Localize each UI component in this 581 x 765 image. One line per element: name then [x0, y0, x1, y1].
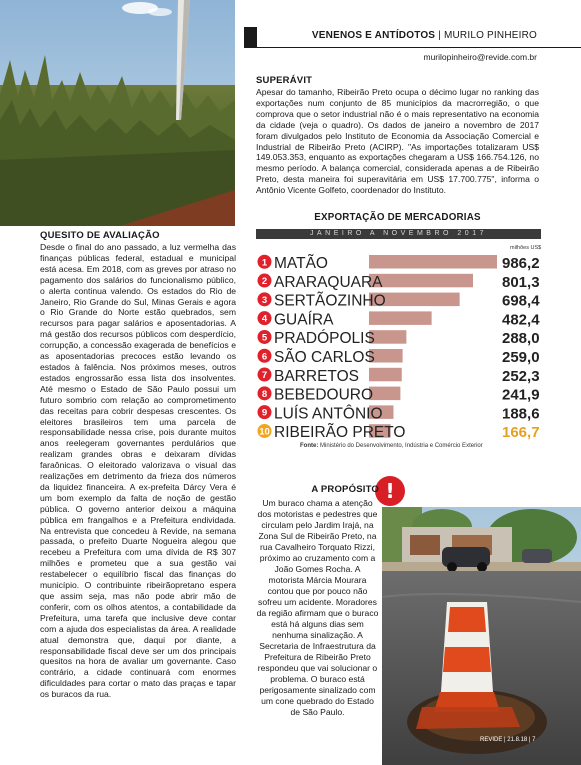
category-label: MATÃO — [274, 255, 328, 272]
rank-number: 8 — [261, 388, 268, 400]
pothole-photo — [382, 507, 581, 765]
column-separator: | — [438, 30, 441, 41]
column-title — [312, 30, 537, 41]
photo-caption: REVIDE | 21.8.18 | 7 — [480, 737, 536, 743]
value-label: 288,0 — [502, 330, 540, 348]
value-label: 241,9 — [502, 386, 540, 404]
category-label: ARARAQUARA — [274, 273, 383, 291]
superavit-heading: SUPERÁVIT — [256, 75, 313, 86]
category-label: BEBEDOURO — [274, 386, 374, 404]
rank-number: 10 — [259, 426, 270, 438]
rank-number: 7 — [261, 370, 268, 382]
column-section: VENENOS E ANTÍDOTOS — [311, 30, 436, 41]
value-label: 482,4 — [502, 311, 540, 329]
value-label: 986,2 — [502, 255, 540, 272]
chart-bar — [369, 255, 497, 269]
quesito-section — [40, 230, 236, 700]
rank-number: 6 — [261, 351, 268, 363]
rank-number: 3 — [261, 294, 268, 306]
grass-field-photo — [0, 0, 235, 226]
category-label: SÃO CARLOS — [274, 349, 375, 366]
chart-bar — [369, 387, 400, 401]
rank-number: 1 — [261, 257, 268, 269]
value-label: 259,0 — [502, 349, 540, 366]
chart-source-label: Fonte: — [300, 443, 319, 449]
chart-source-text: Ministério do Desenvolvimento, Indústria e Comércio Exterior — [320, 443, 483, 449]
aproposito-body: Um buraco chama a atenção dos motoristas e pedestres que circulam pelo Jardim Irajá, na Zona Sul de Ribeirão Preto, na rua Cavalheiro Torquato Rizzi, próximo ao cruzamento com a João Gomes Rocha. A motorista Márcia Mourara contou que por pouco não sofreu um acidente. Moradores da região afirmam que o buraco está há alguns dias sem nenhuma sinalização. A Secretaria de Infraestrutura da Prefeitura de Ribeirão Preto respondeu que vai solucionar o problema. O buraco está perigosamente sinalizado com um cone quebrado do Estado de São Paulo. — [256, 498, 379, 717]
rank-number: 5 — [261, 332, 268, 344]
value-label: 166,7 — [502, 424, 540, 442]
header-bar — [244, 27, 257, 47]
export-bar-chart — [256, 252, 546, 442]
value-label: 252,3 — [502, 367, 540, 385]
chart-title: EXPORTAÇÃO DE MERCADORIAS — [314, 212, 481, 223]
quesito-heading: QUESITO DE AVALIAÇÃO — [40, 230, 160, 241]
category-label: SERTÃOZINHO — [274, 292, 386, 310]
column-header — [244, 27, 581, 47]
value-label: 188,6 — [502, 405, 540, 423]
chart-unit: milhões US$ — [510, 245, 542, 251]
value-label: 698,4 — [502, 292, 540, 310]
category-label: BARRETOS — [274, 367, 359, 385]
column-author: MURILO PINHEIRO — [443, 30, 537, 41]
author-email: murilopinheiro@revide.com.br — [423, 52, 537, 62]
chart-subtitle: JANEIRO A NOVEMBRO 2017 — [256, 229, 541, 239]
rank-number: 4 — [261, 313, 268, 325]
aproposito-section — [256, 484, 379, 718]
rank-number: 9 — [261, 407, 268, 419]
chart-source — [300, 443, 483, 449]
category-label: LUÍS ANTÔNIO — [274, 405, 383, 423]
category-label: PRADÓPOLIS — [274, 330, 375, 348]
value-label: 801,3 — [502, 273, 540, 291]
exclamation-icon — [375, 476, 405, 506]
quesito-body: Desde o final do ano passado, a luz vermelha das finanças públicas federal, estadual e municipal está acesa. Em 2018, com as greves por atraso no pagamento dos salários do funcionalismo público, o alerta continua valendo. Os estados do Rio de Janeiro, Rio Grande do Sul, Minas Gerais e agora o Rio Grande do Norte estão quebrados, sem recursos para pagar salários e aposentadorias. A má gestão dos recursos públicos com desperdício, corrupção, a concessão exagerada de benefícios e as aposentadorias precoces estão levando os estados à falência. Nos próximos meses, outros estados engrossarão essa lista dos insolventes. Até mesmo o Estado de São Paulo possui um futuro sombrio com relação ao comprometimento das receitas para cobrir despesas crescentes. Os eleitores brasileiros tem uma parcela de responsabilidade nessa crise, pois durante muitos anos reelegeram governantes perdulários que realizam grandes obras e deixaram dívidas faraônicas. O eleitorado valorizava o visual das realizações em detrimento da frieza dos números da liquidez financeira. A ex-prefeita Dárcy Vera é um bom exemplo da falta de noção de gestão pública. O governo anterior deixou a máquina pública em frangalhos e a Prefeitura endividada. Na entrevista que concedeu à Revide, na semana passada, o prefeito Duarte Nogueira alegou que recebeu a Prefeitura com uma dívida de R$ 307 milhões e prometeu que a sua gestão vai restabelecer o equilíbrio fiscal das finanças do município. O contribuinte ribeirãopretano espera que assim seja, mas não pode abrir mão de conferir, com os olhos atentos, a contabilidade da Prefeitura, uma tarefa que inclusive deve contar com a ajuda dos especialistas da área. A realidade atual demonstra que, daqui por diante, a responsabilidade fiscal deve ser um dos principais quesitos na hora de avaliar um governante. Caso contrário, a cidade continuará com enormes dificuldades para cortar o mato das praças e tapar os buracos da rua. — [40, 242, 236, 700]
exclamation-glyph: ! — [385, 479, 395, 503]
header-rule — [244, 47, 581, 48]
superavit-section — [256, 75, 539, 196]
superavit-body: Apesar do tamanho, Ribeirão Preto ocupa o décimo lugar no ranking das exportações num conjunto de 85 municípios da macrorregião, o que comprova que o setor industrial não é o mais representativo na economia da cidade (veja o quadro). Os dados de janeiro a novembro de 2017 foram divulgados pelo Instituto de Economia da Associação Comercial e Industrial de Ribeirão Preto (ACIRP). "As importações totalizaram US$ 149.053.353, enquanto as exportações chegaram a US$ 166.754.126, no mesmo período. A balança comercial, considerada apenas a de Ribeirão Preto, desta maneira foi superavitária em US$ 17.700.775", informa o Antônio Vicente Golfeto, coordenador do Instituto. — [256, 87, 539, 196]
category-label: RIBEIRÃO PRETO — [274, 424, 406, 442]
chart-bar — [369, 274, 473, 288]
chart-bar — [369, 368, 402, 382]
rank-number: 2 — [261, 276, 268, 288]
chart-bar — [369, 311, 432, 325]
aproposito-heading: A PROPÓSITO — [311, 484, 379, 495]
category-label: GUAÍRA — [274, 311, 334, 329]
